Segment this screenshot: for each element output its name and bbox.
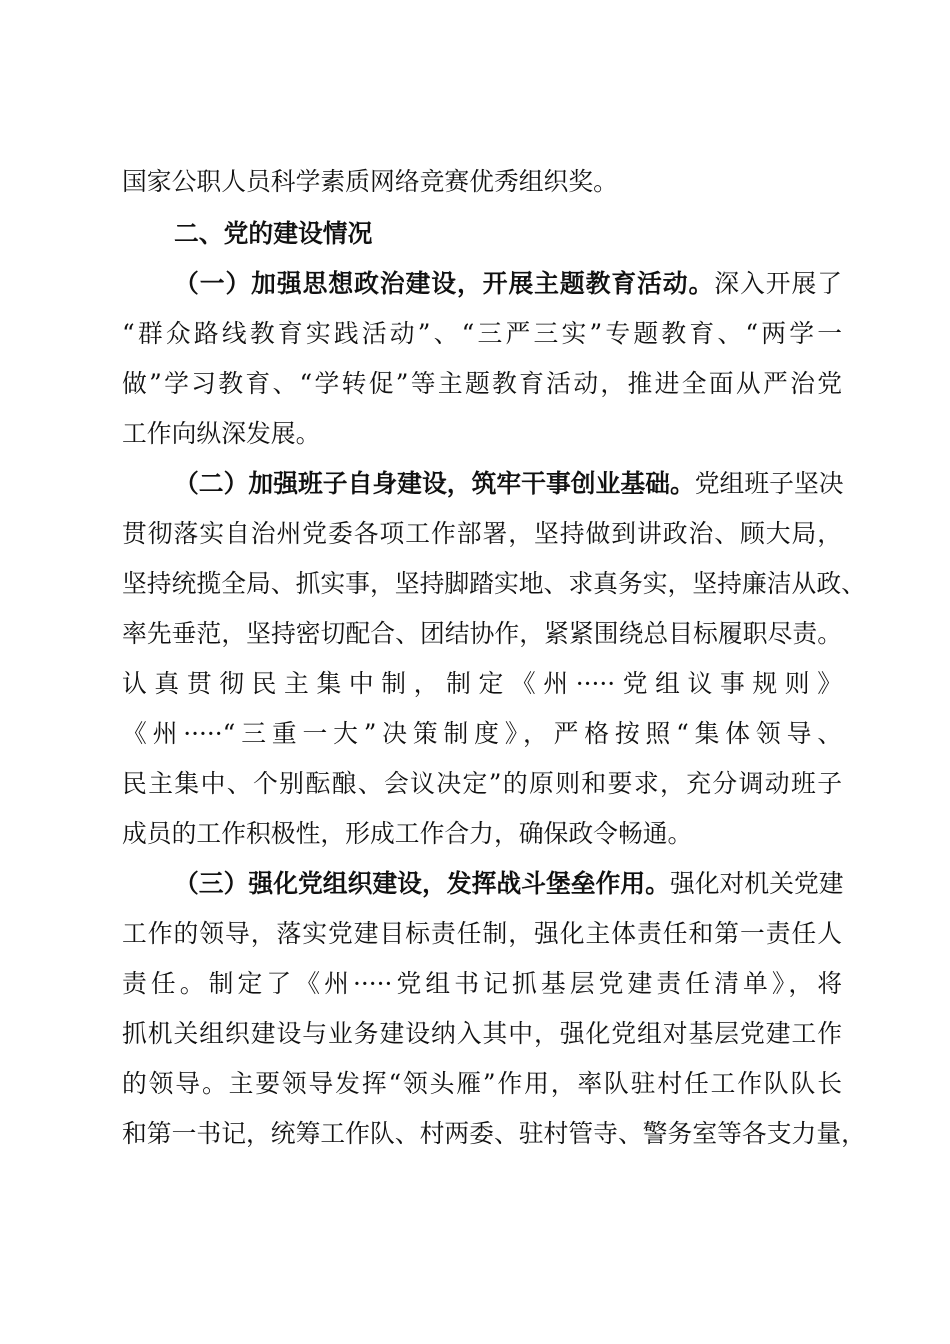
paragraph-3-line-2: 工作的领导，落实党建目标责任制，强化主体责任和第一责任人: [122, 919, 842, 948]
paragraph-1-line-1-rest: 深入开展了: [714, 269, 842, 298]
paragraph-3-line-6: 和第一书记，统筹工作队、村两委、驻村管寺、警务室等各支力量，: [122, 1119, 866, 1148]
paragraph-2-line-1: [174, 464, 842, 504]
text-line: 国家公职人员科学素质网络竞赛优秀组织奖。: [122, 167, 618, 196]
paragraph-3-line-1-rest: 强化对机关党建: [669, 869, 844, 898]
paragraph-1-line-1: [174, 264, 842, 304]
paragraph-2-line-8: 成员的工作积极性，形成工作合力，确保政令畅通。: [122, 819, 693, 848]
paragraph-2-line-5: 认真贯彻民主集中制，制定《州·····党组议事规则》: [122, 669, 842, 698]
paragraph-2-line-7: 民主集中、个别酝酿、会议决定”的原则和要求，充分调动班子: [122, 769, 842, 798]
paragraph-2-lead: （二）加强班子自身建设，筑牢干事创业基础。: [174, 469, 695, 498]
paragraph-3-line-1: [174, 864, 842, 904]
paragraph-2-line-4: 率先垂范，坚持密切配合、团结协作，紧紧围绕总目标履职尽责。: [122, 619, 842, 648]
section-heading: 二、党的建设情况: [174, 219, 373, 248]
paragraph-3-line-4: 抓机关组织建设与业务建设纳入其中，强化党组对基层党建工作: [122, 1019, 842, 1048]
paragraph-3-line-3: 责任。制定了《州·····党组书记抓基层党建责任清单》，将: [122, 969, 842, 998]
paragraph-1-line-3: 做”学习教育、“学转促”等主题教育活动，推进全面从严治党: [122, 369, 842, 398]
paragraph-3-line-5: 的领导。主要领导发挥“领头雁”作用，率队驻村任工作队队长: [122, 1069, 842, 1098]
paragraph-3-lead: （三）强化党组织建设，发挥战斗堡垒作用。: [174, 869, 670, 898]
paragraph-2-line-1-rest: 党组班子坚决: [694, 469, 844, 498]
paragraph-1-line-2: “群众路线教育实践活动”、“三严三实”专题教育、“两学一: [122, 319, 842, 348]
paragraph-2-line-6: 《州·····“三重一大”决策制度》，严格按照“集体领导、: [122, 719, 842, 748]
paragraph-1-lead: （一）加强思想政治建设，开展主题教育活动。: [174, 269, 715, 298]
paragraph-2-line-3: 坚持统揽全局、抓实事，坚持脚踏实地、求真务实，坚持廉洁从政、: [122, 569, 866, 598]
paragraph-1-line-4: 工作向纵深发展。: [122, 419, 321, 448]
paragraph-2-line-2: 贯彻落实自治州党委各项工作部署，坚持做到讲政治、顾大局，: [122, 519, 842, 548]
